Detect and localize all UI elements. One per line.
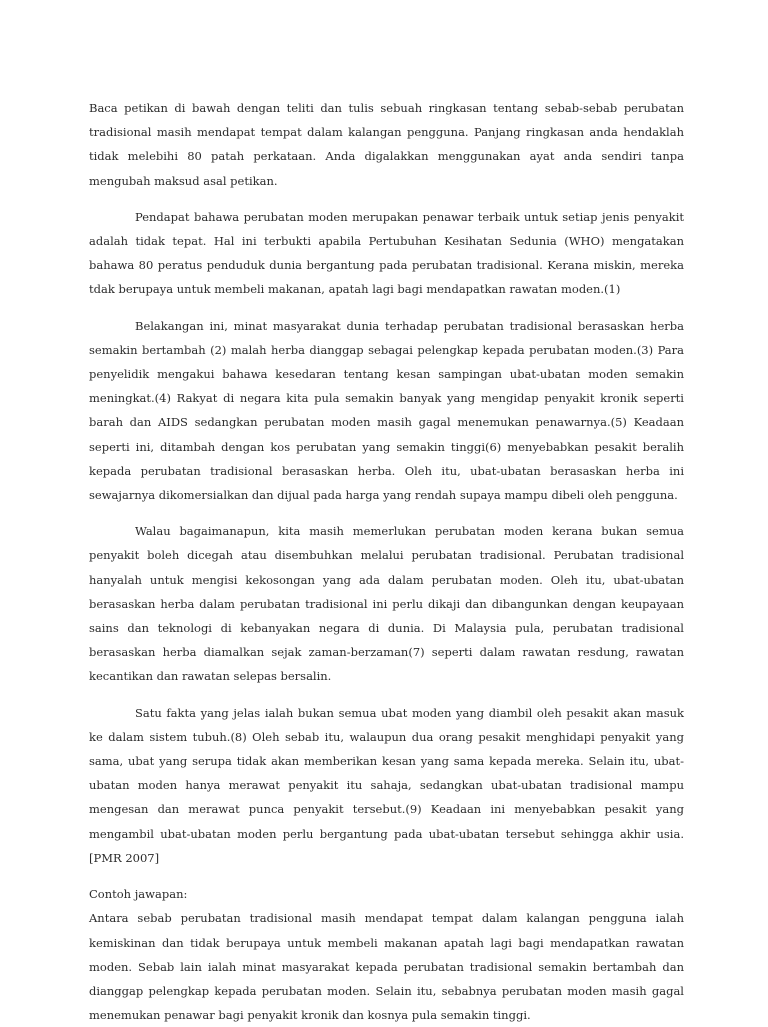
passage-paragraph-2: Belakangan ini, minat masyarakat dunia terhadap perubatan tradisional berasaskan herba semakin bertambah (2) malah herba dianggap sebagai pelengkap kepada perubatan moden.(3) Para penyelidik mengakui bahawa kesedaran tentang kesan sampingan ubat-ubatan moden semakin meningkat.(4) Rakyat di negara kita pula semakin banyak yang mengidap penyakit kronik seperti barah dan AIDS sedangkan perubatan moden masih gagal menemukan penawarnya.(5) Keadaan seperti ini, ditambah dengan kos perubatan yang semakin tinggi(6) menyebabkan pesakit beralih kepada perubatan tradisional berasaskan herba. Oleh itu, ubat-ubatan berasaskan herba ini sewajarnya dikomersialkan dan dijual pada harga yang rendah supaya mampu dibeli oleh pengguna. xyxy=(89,318,684,503)
instruction-text: Baca petikan di bawah dengan teliti dan tulis sebuah ringkasan tentang sebab-sebab perubatan tradisional masih mendapat tempat dalam kalangan pengguna. Panjang ringkasan anda hendaklah tidak melebihi 80 patah perkataan. Anda digalakkan menggunakan ayat anda sendiri tanpa mengubah maksud asal petikan. xyxy=(89,101,684,188)
passage-paragraph-3: Walau bagaimanapun, kita masih memerlukan perubatan moden kerana bukan semua penyakit boleh dicegah atau disembuhkan melalui perubatan tradisional. Perubatan tradisional hanyalah untuk mengisi kekosongan yang ada dalam perubatan moden. Oleh itu, ubat-ubatan berasaskan herba dalam perubatan tradisional ini perlu dikaji dan dibangunkan dengan keupayaan sains dan teknologi di kebanyakan negara di dunia. Di Malaysia pula, perubatan tradisional berasaskan herba diamalkan sejak zaman-berzaman(7) seperti dalam rawatan resdung, rawatan kecantikan dan rawatan selepas bersalin. xyxy=(89,524,684,684)
passage-paragraph-1: Pendapat bahawa perubatan moden merupakan penawar terbaik untuk setiap jenis penyakit adalah tidak tepat. Hal ini terbukti apabila Pertubuhan Kesihatan Sedunia (WHO) mengatakan bahawa 80 peratus penduduk dunia bergantung pada perubatan tradisional. Kerana miskin, mereka tdak berupaya untuk membeli makanan, apatah lagi bagi mendapatkan rawatan moden.(1) xyxy=(89,209,684,297)
document-page xyxy=(89,96,684,1027)
sample-answer: Antara sebab perubatan tradisional masih mendapat tempat dalam kalangan pengguna ialah kemiskinan dan tidak berupaya untuk membeli makanan apatah lagi bagi mendapatkan rawatan moden. Sebab lain ialah minat masyarakat kepada perubatan tradisional semakin bertambah dan dianggap pelengkap kepada perubatan moden. Selain itu, sebabnya perubatan moden masih gagal menemukan penawar bagi penyakit kronik dan kosnya pula semakin tinggi. xyxy=(89,911,684,1023)
passage-paragraph-4: Satu fakta yang jelas ialah bukan semua ubat moden yang diambil oleh pesakit akan masuk ke dalam sistem tubuh.(8) Oleh sebab itu, walaupun dua orang pesakit menghidapi penyakit yang sama, ubat yang serupa tidak akan memberikan kesan yang sama kepada mereka. Selain itu, ubat-ubatan moden hanya merawat penyakit itu sahaja, sedangkan ubat-ubatan tradisional mampu mengesan dan merawat punca penyakit tersebut.(9) Keadaan ini menyebabkan pesakit yang mengambil ubat-ubatan moden perlu bergantung pada ubat-ubatan tersebut sehingga akhir usia. [PMR 2007] xyxy=(89,705,684,865)
answer-label: Contoh jawapan: xyxy=(89,887,188,902)
